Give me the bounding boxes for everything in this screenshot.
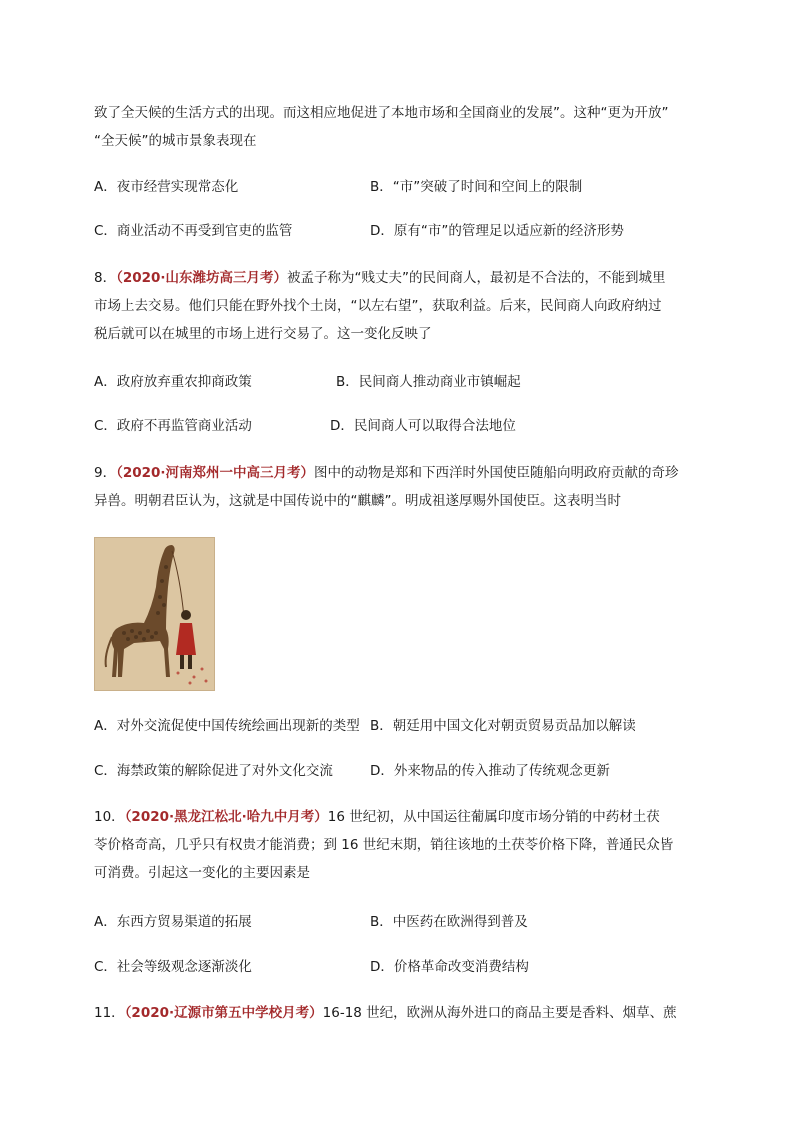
q9-line-1: [94, 463, 679, 483]
q11-number: 11．: [94, 1005, 125, 1021]
q7-line-1: 致了全天候的生活方式的出现。而这相应地促进了本地市场和全国商业的发展”。这种“更为开放”: [94, 105, 669, 121]
q7-option-d[interactable]: D．原有“市”的管理足以适应新的经济形势: [370, 223, 624, 239]
q9-option-d[interactable]: D．外来物品的传入推动了传统观念更新: [370, 763, 610, 779]
q8-line-2: 市场上去交易。他们只能在野外找个土岗，“以左右望”，获取利益。后来，民间商人向政府纳过: [94, 298, 662, 314]
q8-option-d[interactable]: D．民间商人可以取得合法地位: [330, 418, 516, 434]
q8-option-b[interactable]: B．民间商人推动商业市镇崛起: [336, 374, 521, 390]
q10-option-b[interactable]: B．中医药在欧洲得到普及: [370, 914, 528, 930]
q11-source: （2020·辽源市第五中学校月考）: [124, 1005, 323, 1021]
q11-line-1: [94, 1003, 677, 1023]
q7-option-b[interactable]: B．“市”突破了时间和空间上的限制: [370, 179, 583, 195]
q10-line-2: 苓价格奇高，几乎只有权贵才能消费；到 16 世纪末期，销往该地的土茯苓价格下降，普通民众皆: [94, 837, 674, 853]
q11-text-1: 16-18 世纪，欧洲从海外进口的商品主要是香料、烟草、蔗: [322, 1005, 677, 1021]
q9-number: 9．: [94, 465, 117, 481]
q10-line-3: 可消费。引起这一变化的主要因素是: [94, 865, 310, 881]
q9-text-1: 图中的动物是郑和下西洋时外国使臣随船向明政府贡献的奇珍: [314, 465, 679, 481]
q7-option-c[interactable]: C．商业活动不再受到官吏的监管: [94, 223, 293, 239]
q8-line-3: 税后就可以在城里的市场上进行交易了。这一变化反映了: [94, 326, 432, 342]
q9-option-a[interactable]: A．对外交流促使中国传统绘画出现新的类型: [94, 718, 360, 734]
q10-number: 10．: [94, 809, 125, 825]
q10-option-d[interactable]: D．价格革命改变消费结构: [370, 959, 529, 975]
q8-number: 8．: [94, 270, 117, 286]
q7-option-a[interactable]: A．夜市经营实现常态化: [94, 179, 239, 195]
q9-option-c[interactable]: C．海禁政策的解除促进了对外文化交流: [94, 763, 333, 779]
q8-option-c[interactable]: C．政府不再监管商业活动: [94, 418, 252, 434]
q9-line-2: 异兽。明朝君臣认为，这就是中国传说中的“麒麟”。明成祖遂厚赐外国使臣。这表明当时: [94, 493, 621, 509]
q10-source: （2020·黑龙江松北·哈九中月考）: [124, 809, 328, 825]
giraffe-painting-icon: [94, 537, 215, 691]
q7-line-2: “全天候”的城市景象表现在: [94, 133, 257, 149]
q9-option-b[interactable]: B．朝廷用中国文化对朝贡贸易贡品加以解读: [370, 718, 636, 734]
q10-option-a[interactable]: A．东西方贸易渠道的拓展: [94, 914, 252, 930]
q10-line-1: [94, 807, 660, 827]
q10-text-1: 16 世纪初，从中国运往葡属印度市场分销的中药材土茯: [327, 809, 660, 825]
q8-option-a[interactable]: A．政府放弃重农抑商政策: [94, 374, 252, 390]
q8-text-1: 被孟子称为“贱丈夫”的民间商人，最初是不合法的，不能到城里: [287, 270, 666, 286]
q8-source: （2020·山东潍坊高三月考）: [116, 270, 288, 286]
q9-source: （2020·河南郑州一中高三月考）: [116, 465, 315, 481]
q10-option-c[interactable]: C．社会等级观念逐渐淡化: [94, 959, 252, 975]
q8-line-1: [94, 268, 666, 288]
